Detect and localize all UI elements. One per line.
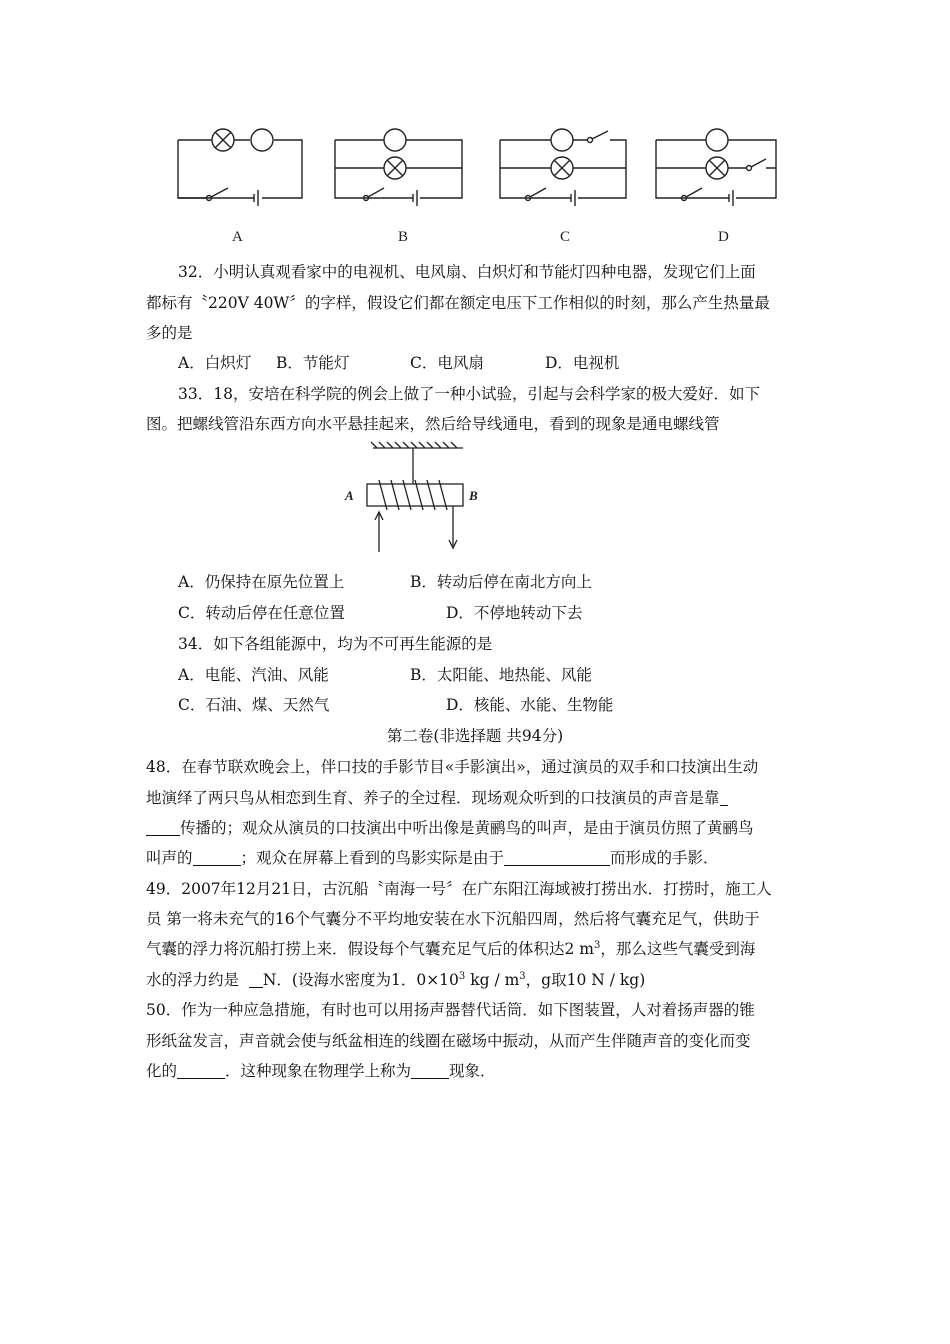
- section-title: 第二卷(非选择题 共94分): [386, 727, 564, 745]
- circuit-d: [648, 118, 788, 248]
- q49-line3b: ，那么这些气囊受到海: [600, 940, 756, 958]
- q50-line3c: 现象．: [449, 1062, 496, 1080]
- q48-line2-text: 地演绎了两只鸟从相恋到生育、养子的全过程．现场观众听到的口技演员的声音是靠: [146, 789, 720, 807]
- q48-line4b: ；观众在屏幕上看到的鸟影实际是由于: [240, 849, 505, 867]
- q33-line1: 33．18，安培在科学院的例会上做了一种小试验，引起与会科学家的极大爱好．如下: [178, 385, 760, 403]
- solenoid-label-b: B: [469, 488, 478, 503]
- q32-line3: 多的是: [146, 324, 193, 342]
- circuit-label-b: B: [398, 229, 409, 245]
- q50-blank-2[interactable]: [411, 1062, 449, 1079]
- q49-line4b: N．(设海水密度为1．0×10: [262, 971, 459, 989]
- circuit-c: [500, 129, 626, 206]
- q34-option-b: B．太阳能、地热能、风能: [410, 666, 592, 684]
- q48-blank-1a[interactable]: [720, 789, 728, 806]
- q48-line1: 48．在春节联欢晚会上，伴口技的手影节目«手影演出»，通过演员的双手和口技演出生动: [146, 758, 759, 776]
- q32-option-b: B．节能灯: [276, 354, 350, 372]
- q33-option-d: D．不停地转动下去: [446, 604, 583, 622]
- q49-line2: 员 第一将未充气的16个气囊分不平均地安装在水下沉船四周，然后将气囊充足气，供助于: [146, 910, 760, 928]
- q50-line1: 50．作为一种应急措施，有时也可以用扬声器替代话筒．如下图装置，人对着扬声器的锥: [146, 1001, 755, 1019]
- q48-blank-1b[interactable]: [146, 819, 180, 836]
- q49-line3: [146, 939, 755, 959]
- q33-option-b: B．转动后停在南北方向上: [410, 573, 592, 591]
- q32-line1: 32．小明认真观看家中的电视机、电风扇、白炽灯和节能灯四种电器，发现它们上面: [178, 263, 756, 281]
- q50-line2: 形纸盆发言，声音就会使与纸盆相连的线圈在磁场中振动，从而产生伴随声音的变化而变: [146, 1032, 751, 1050]
- q49-line3a: 气囊的浮力将沉船打捞上来．假设每个气囊充足气后的体积达2 m: [146, 940, 594, 958]
- q48-line3-text: 传播的；观众从演员的口技演出中听出像是黄鹂鸟的叫声，是由于演员仿照了黄鹂鸟: [180, 819, 754, 837]
- q50-line3b: ．这种现象在物理学上称为: [225, 1062, 412, 1080]
- q48-blank-3[interactable]: [504, 849, 610, 866]
- q33-option-a: A．仍保持在原先位置上: [178, 573, 345, 591]
- q49-blank[interactable]: [249, 971, 263, 988]
- solenoid-label-a: A: [345, 488, 354, 503]
- q49-line1: 49．2007年12月21日，古沉船〝南海一号〞在广东阳江海域被打捞出水．打捞时，施工人: [146, 880, 772, 898]
- circuit-diagrams: [170, 118, 640, 248]
- q49-line4a: 水的浮力约是: [146, 971, 249, 989]
- q48-line3: [146, 818, 754, 838]
- q32-option-c: C．电风扇: [410, 354, 484, 372]
- q49-line3-sup: 3: [594, 939, 601, 951]
- q32-line2: 都标有〝220V 40W〞的字样，假设它们都在额定电压下工作相似的时刻，那么产生热量最: [146, 294, 770, 312]
- q48-line4a: 叫声的: [146, 849, 193, 867]
- circuit-label-a: A: [232, 229, 243, 245]
- q50-line3a: 化的: [146, 1062, 178, 1080]
- q48-blank-2[interactable]: [193, 849, 241, 866]
- q34-line1: 34．如下各组能源中，均为不可再生能源的是: [178, 635, 493, 653]
- circuit-a: [178, 129, 302, 206]
- circuit-label-d: D: [718, 229, 729, 245]
- q33-option-c: C．转动后停在任意位置: [178, 604, 345, 622]
- circuit-label-c: C: [560, 229, 571, 245]
- q48-line4c: 而形成的手影．: [610, 849, 719, 867]
- q49-line4c: kg / m: [465, 971, 520, 989]
- q32-option-d: D．电视机: [545, 354, 620, 372]
- q50-blank-1[interactable]: [177, 1062, 225, 1079]
- q49-line4-sup2: 3: [519, 970, 526, 982]
- circuit-b: [335, 129, 462, 206]
- q50-line3: [146, 1061, 496, 1081]
- solenoid-diagram: [335, 442, 478, 557]
- q34-option-c: C．石油、煤、天然气: [178, 696, 330, 714]
- q34-option-a: A．电能、汽油、风能: [178, 666, 329, 684]
- q48-line4: [146, 848, 719, 868]
- q49-line4: [146, 970, 645, 990]
- q32-option-a: A．白炽灯: [178, 354, 252, 372]
- q49-line4d: ，g取10 N / kg): [525, 971, 646, 989]
- q49-line4-sup1: 3: [458, 970, 466, 982]
- q33-line2: 图。把螺线管沿东西方向水平悬挂起来，然后给导线通电，看到的现象是通电螺线管: [146, 415, 720, 433]
- q34-option-d: D．核能、水能、生物能: [446, 696, 614, 714]
- q48-line2: [146, 788, 728, 808]
